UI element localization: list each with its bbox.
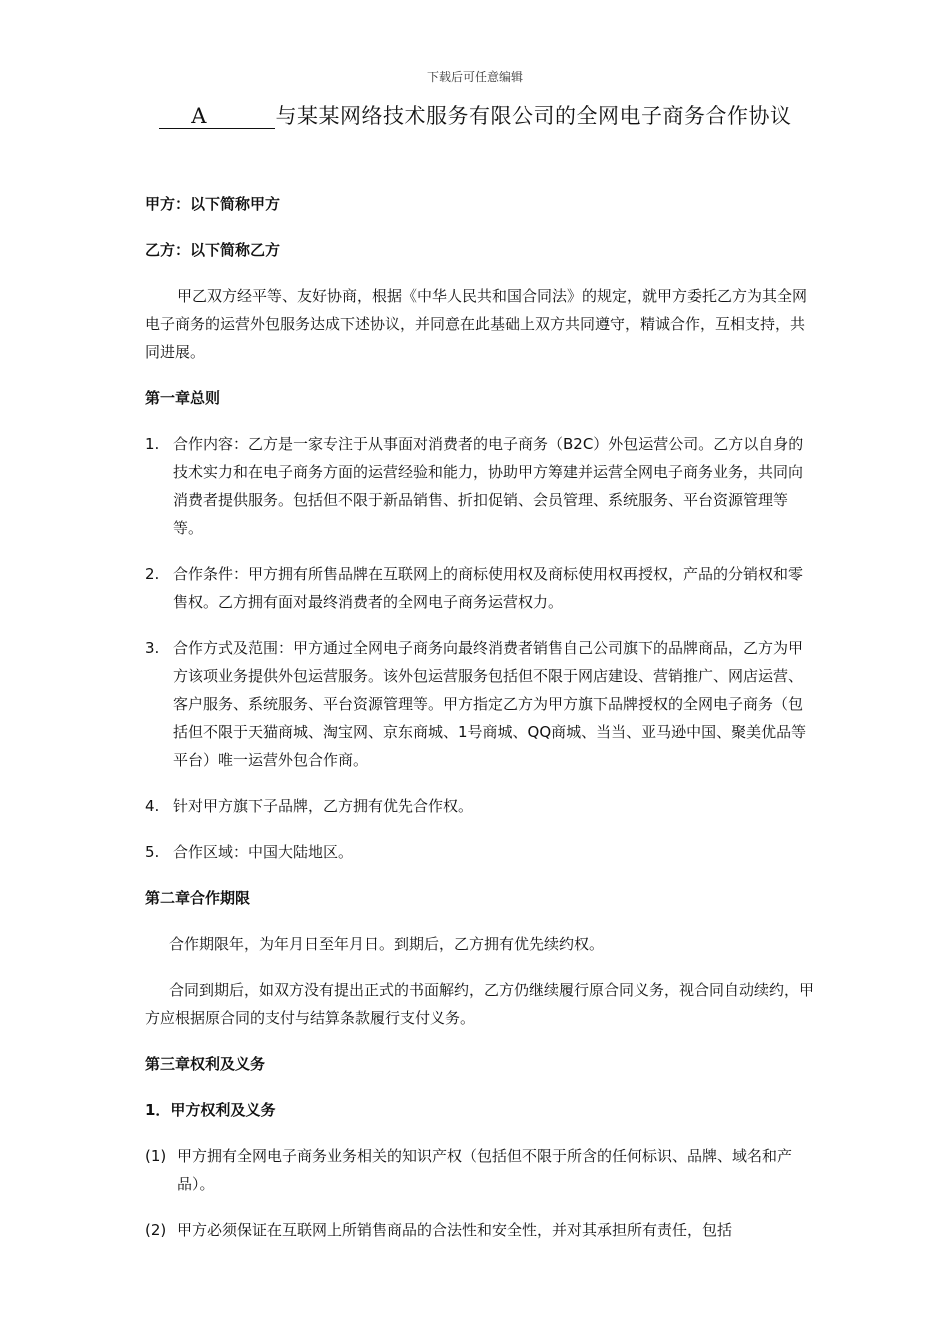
chapter3-sub-heading: 1．甲方权利及义务: [145, 1101, 276, 1119]
list-item-number: 5.: [145, 843, 160, 861]
list-item-number: 3.: [145, 639, 160, 657]
list-item: [145, 634, 815, 774]
chapter2-paragraph-1: 合作期限年，为年月日至年月日。到期后，乙方拥有优先续约权。: [169, 935, 605, 953]
list-item-text: 合作内容：乙方是一家专注于从事面对消费者的电子商务（B2C）外包运营公司。乙方以自身的技术实力和在电子商务方面的运营经验和能力，协助甲方筹建并运营全网电子商务业务，共同向消费者提供服务。包括但不限于新品销售、折扣促销、会员管理、系统服务、平台资源管理等等。: [173, 435, 804, 537]
list-item: [145, 1216, 815, 1244]
document-title: [0, 100, 950, 130]
list-item-text: 针对甲方旗下子品牌，乙方拥有优先合作权。: [173, 797, 474, 815]
party-a-line: 甲方：以下简称甲方: [145, 195, 281, 213]
list-item-number: 4.: [145, 797, 160, 815]
list-item: [145, 792, 815, 820]
list-item-text: 甲方拥有全网电子商务业务相关的知识产权（包括但不限于所含的任何标识、品牌、域名和产品）。: [177, 1147, 793, 1193]
list-item: [145, 560, 815, 616]
title-blank-field: A: [159, 104, 276, 129]
list-item-text: 合作区域：中国大陆地区。: [173, 843, 354, 861]
list-item-text: 甲方必须保证在互联网上所销售商品的合法性和安全性，并对其承担所有责任，包括: [177, 1221, 733, 1239]
list-item-text: 合作条件：甲方拥有所售品牌在互联网上的商标使用权及商标使用权再授权，产品的分销权和零售权。乙方拥有面对最终消费者的全网电子商务运营权力。: [173, 565, 804, 611]
chapter2-paragraph-2: 合同到期后，如双方没有提出正式的书面解约，乙方仍继续履行原合同义务，视合同自动续约，甲方应根据原合同的支付与结算条款履行支付义务。: [145, 981, 815, 1027]
list-item-number: 2.: [145, 565, 160, 583]
document-body: [145, 190, 815, 1262]
title-text: 与某某网络技术服务有限公司的全网电子商务合作协议: [275, 104, 792, 128]
header-note: 下载后可任意编辑: [426, 70, 523, 84]
list-item-number: (1): [145, 1147, 167, 1165]
list-item-text: 合作方式及范围：甲方通过全网电子商务向最终消费者销售自己公司旗下的品牌商品，乙方为甲方该项业务提供外包运营服务。该外包运营服务包括但不限于网店建设、营销推广、网店运营、客户服务、系统服务、平台资源管理等。甲方指定乙方为甲方旗下品牌授权的全网电子商务（包括但不限于天猫商城、淘宝网、京东商城、1号商城、QQ商城、当当、亚马逊中国、聚美优品等平台）唯一运营外包合作商。: [173, 639, 807, 769]
list-item-number: (2): [145, 1221, 167, 1239]
list-item: [145, 838, 815, 866]
party-b-line: 乙方：以下简称乙方: [145, 241, 281, 259]
chapter2-heading: 第二章合作期限: [145, 889, 251, 907]
list-item: [145, 430, 815, 542]
list-item: [145, 1142, 815, 1198]
chapter3-heading: 第三章权利及义务: [145, 1055, 266, 1073]
intro-paragraph: 甲乙双方经平等、友好协商，根据《中华人民共和国合同法》的规定，就甲方委托乙方为其全网电子商务的运营外包服务达成下述协议，并同意在此基础上双方共同遵守，精诚合作，互相支持，共同进展。: [145, 287, 808, 361]
chapter1-heading: 第一章总则: [145, 389, 221, 407]
list-item-number: 1.: [145, 435, 160, 453]
